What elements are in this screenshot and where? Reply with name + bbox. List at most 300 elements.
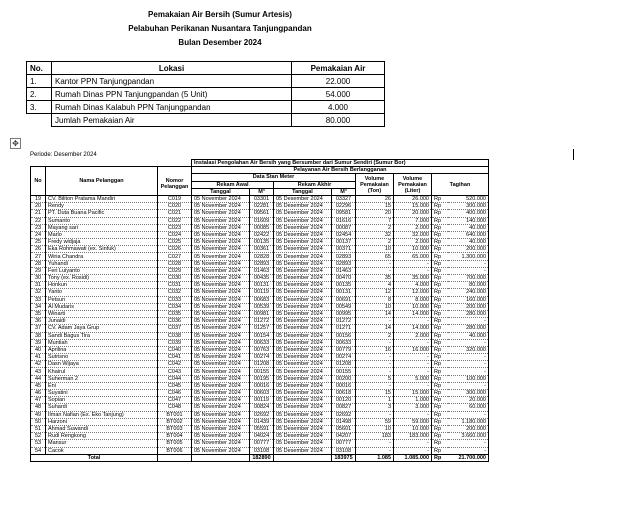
row-m3-akhir: 00777 [332,440,356,447]
summary-total-value: 80.000 [292,114,385,127]
row-volume-ton: 4 [356,282,394,289]
row-name: Mayang sari [46,224,158,231]
row-m3-awal: 01257 [250,325,274,332]
row-m3-akhir: 00618 [332,390,356,397]
row-m3-awal: 09561 [250,210,274,217]
row-date-awal: 05 November 2024 [192,224,250,231]
row-no: 47 [31,397,46,404]
row-date-awal: 05 November 2024 [192,239,250,246]
row-volume-liter: 10.000 [394,425,432,432]
row-currency: Rp [432,361,448,368]
row-bill: - [448,354,489,361]
row-name: Fredy widjaja [46,239,158,246]
row-number: BT005 [158,440,192,447]
row-date-akhir: 05 Desember 2024 [274,404,332,411]
row-volume-liter: 20.000 [394,210,432,217]
summary-row-location: Rumah Dinas Kalabuh PPN Tanjungpandan [52,101,292,114]
row-date-akhir: 05 Desember 2024 [274,418,332,425]
row-bill: 1.180.000 [448,418,489,425]
row-bill: - [448,339,489,346]
row-no: 28 [31,260,46,267]
row-date-awal: 05 November 2024 [192,231,250,238]
table-row [31,282,489,289]
row-date-akhir: 05 Desember 2024 [274,195,332,202]
row-date-akhir: 05 Desember 2024 [274,260,332,267]
row-bill: - [448,440,489,447]
row-m3-akhir: 00200 [332,375,356,382]
row-m3-awal: 02893 [250,260,274,267]
row-m3-awal: 02281 [250,203,274,210]
row-number: C024 [158,231,192,238]
row-name: Sumanto [46,217,158,224]
row-date-awal: 05 November 2024 [192,289,250,296]
row-date-akhir: 05 Desember 2024 [274,267,332,274]
row-volume-ton: 35 [356,275,394,282]
row-date-akhir: 05 Desember 2024 [274,224,332,231]
row-date-awal: 05 November 2024 [192,210,250,217]
row-currency: Rp [432,368,448,375]
row-date-akhir: 05 Desember 2024 [274,447,332,454]
row-number: C035 [158,310,192,317]
row-currency: Rp [432,282,448,289]
row-no: 45 [31,382,46,389]
row-m3-akhir: 00131 [332,289,356,296]
row-volume-liter: - [394,361,432,368]
row-m3-akhir: 00156 [332,332,356,339]
table-row [31,390,489,397]
row-m3-awal: 03108 [250,447,274,454]
header-spacer [158,160,192,167]
row-no: 37 [31,325,46,332]
row-volume-liter: - [394,260,432,267]
row-no: 36 [31,318,46,325]
row-number: C031 [158,282,192,289]
row-currency: Rp [432,418,448,425]
total-spacer [158,454,192,461]
row-m3-akhir: 03108 [332,447,356,454]
row-number: C048 [158,404,192,411]
row-number: C033 [158,296,192,303]
row-m3-awal: 00539 [250,303,274,310]
row-number: C047 [158,397,192,404]
row-bill: 160.000 [448,296,489,303]
row-date-awal: 05 November 2024 [192,368,250,375]
summary-row-no: 3. [27,101,52,114]
row-no: 38 [31,332,46,339]
summary-total-label: Jumlah Pemakaian Air [52,114,292,127]
row-volume-liter: 3.000 [394,404,432,411]
row-date-awal: 05 November 2024 [192,310,250,317]
row-bill: 80.000 [448,282,489,289]
row-m3-awal: 00981 [250,310,274,317]
summary-row-no: 1. [27,75,52,88]
row-name: CV. Biliton Pratama Mandiri [46,195,158,202]
row-volume-liter: 7.000 [394,217,432,224]
row-date-akhir: 05 Desember 2024 [274,440,332,447]
row-number: C038 [158,332,192,339]
row-volume-liter: 183.000 [394,433,432,440]
row-no: 29 [31,267,46,274]
row-volume-liter: 5.000 [394,375,432,382]
row-bill: 320.000 [448,346,489,353]
row-no: 27 [31,253,46,260]
table-row [31,411,489,418]
row-volume-liter: 26.000 [394,195,432,202]
row-no: 53 [31,440,46,447]
table-row [31,260,489,267]
row-currency: Rp [432,296,448,303]
table-row [31,375,489,382]
row-m3-akhir: 00995 [332,310,356,317]
row-bill: 40.000 [448,332,489,339]
row-date-akhir: 05 Desember 2024 [274,210,332,217]
row-number: BT004 [158,433,192,440]
row-volume-liter: 10.000 [394,246,432,253]
row-date-awal: 05 November 2024 [192,282,250,289]
table-move-handle-icon[interactable]: ✥ [10,138,21,149]
row-no: 44 [31,375,46,382]
row-no: 26 [31,246,46,253]
row-name: Yuhandi [46,260,158,267]
row-date-awal: 05 November 2024 [192,253,250,260]
row-date-akhir: 05 Desember 2024 [274,275,332,282]
row-name: Ahmad Suwandi [46,425,158,432]
row-bill: 300.000 [448,203,489,210]
row-m3-akhir: 01463 [332,267,356,274]
row-number: C040 [158,346,192,353]
row-currency: Rp [432,203,448,210]
table-row [31,382,489,389]
row-m3-akhir: 00633 [332,339,356,346]
table-row [31,418,489,425]
row-volume-ton: - [356,339,394,346]
text-cursor [573,149,574,160]
row-name: CV. Adam Jaya Grup [46,325,158,332]
row-m3-awal: 00435 [250,275,274,282]
row-name: Honkun [46,282,158,289]
row-volume-ton: 10 [356,303,394,310]
row-bill: 200.000 [448,303,489,310]
row-currency: Rp [432,224,448,231]
row-m3-awal: 00154 [250,332,274,339]
col-tanggal-akhir: Tanggal [274,188,332,195]
row-currency: Rp [432,346,448,353]
row-m3-awal: 02828 [250,253,274,260]
row-m3-awal: 00274 [250,354,274,361]
row-date-akhir: 05 Desember 2024 [274,390,332,397]
row-bill: - [448,318,489,325]
total-label: Total [31,454,158,461]
row-bill: - [448,382,489,389]
row-m3-awal: 00155 [250,368,274,375]
row-volume-liter: 2.000 [394,332,432,339]
row-no: 51 [31,425,46,432]
col-name: Nama Pelanggan [46,167,158,196]
row-volume-liter: - [394,318,432,325]
row-volume-ton: 7 [356,217,394,224]
table-row [31,361,489,368]
row-volume-ton: 183 [356,433,394,440]
row-date-akhir: 05 Desember 2024 [274,354,332,361]
row-volume-liter: 8.000 [394,296,432,303]
table-row [31,397,489,404]
row-currency: Rp [432,231,448,238]
row-date-akhir: 05 Desember 2024 [274,203,332,210]
row-bill: - [448,368,489,375]
row-bill: 700.000 [448,275,489,282]
col-m3-awal: M³ [250,188,274,195]
row-date-awal: 05 November 2024 [192,440,250,447]
table-row [31,310,489,317]
row-date-awal: 05 November 2024 [192,275,250,282]
row-currency: Rp [432,195,448,202]
table-row [31,253,489,260]
row-currency: Rp [432,325,448,332]
row-no: 52 [31,433,46,440]
row-volume-liter: - [394,411,432,418]
customer-table [30,159,489,462]
row-m3-akhir: 00135 [332,282,356,289]
row-m3-akhir: 03327 [332,195,356,202]
row-number: C036 [158,318,192,325]
table-row [31,224,489,231]
row-name: Junaidi [46,318,158,325]
row-m3-awal: 02422 [250,231,274,238]
report-subtitle: Pelabuhan Perikanan Nusantara Tanjungpandan [128,24,312,33]
row-no: 24 [31,231,46,238]
row-volume-liter: 14.000 [394,325,432,332]
report-header [0,8,440,50]
table-row [31,289,489,296]
period-label: Periode: Desember 2024 [30,152,97,158]
row-volume-ton: 12 [356,289,394,296]
row-m3-akhir: 00371 [332,246,356,253]
row-m3-awal: 00119 [250,289,274,296]
row-bill: - [448,361,489,368]
row-bill: - [448,411,489,418]
row-volume-ton: - [356,260,394,267]
row-bill: 280.000 [448,310,489,317]
row-name: Tony (ex. Rosidi) [46,275,158,282]
row-currency: Rp [432,433,448,440]
row-date-awal: 05 November 2024 [192,318,250,325]
row-volume-ton: 16 [356,346,394,353]
row-volume-liter: 2.000 [394,224,432,231]
table-title: Instalasi Pengolahan Air Bersih yang Bersumber dari Sumur Sendiri (Sumur Bor) [192,160,489,167]
row-date-awal: 05 November 2024 [192,433,250,440]
row-name: Rendy [46,203,158,210]
total-currency: Rp [432,454,448,461]
row-m3-awal: 00085 [250,224,274,231]
row-date-awal: 05 November 2024 [192,390,250,397]
total-spacer [274,454,332,461]
row-bill: 640.000 [448,231,489,238]
row-m3-akhir: 05601 [332,425,356,432]
row-bill: - [448,447,489,454]
row-m3-awal: 00131 [250,282,274,289]
col-m3-akhir: M³ [332,188,356,195]
row-date-awal: 05 November 2024 [192,195,250,202]
row-date-awal: 05 November 2024 [192,361,250,368]
row-no: 39 [31,339,46,346]
row-currency: Rp [432,390,448,397]
row-number: C045 [158,382,192,389]
row-date-awal: 05 November 2024 [192,397,250,404]
row-currency: Rp [432,332,448,339]
row-date-akhir: 05 Desember 2024 [274,296,332,303]
row-date-awal: 05 November 2024 [192,346,250,353]
row-volume-ton: - [356,382,394,389]
row-currency: Rp [432,267,448,274]
row-volume-ton: 2 [356,239,394,246]
row-m3-akhir: 01271 [332,325,356,332]
summary-row-usage: 4.000 [292,101,385,114]
row-name: Eka Rohmawati (ex. Sinfuk) [46,246,158,253]
row-m3-awal: 01463 [250,267,274,274]
total-spacer [192,454,250,461]
row-no: 25 [31,239,46,246]
row-volume-ton: 2 [356,332,394,339]
row-date-akhir: 05 Desember 2024 [274,361,332,368]
row-name: Muntiah [46,339,158,346]
table-row [31,231,489,238]
summary-row-no: 2. [27,88,52,101]
col-volume-liter: Volume Pemakaian (Liter) [394,174,432,196]
row-number: C028 [158,260,192,267]
row-currency: Rp [432,260,448,267]
row-bill: 40.000 [448,239,489,246]
summary-row-location: Rumah Dinas PPN Tanjungpandan (5 Unit) [52,88,292,101]
row-date-akhir: 05 Desember 2024 [274,289,332,296]
row-name: Eni [46,382,158,389]
row-volume-liter: 12.000 [394,289,432,296]
row-volume-liter: 65.000 [394,253,432,260]
table-row [31,440,489,447]
row-m3-awal: 00016 [250,382,274,389]
row-number: BT002 [158,418,192,425]
row-number: C020 [158,203,192,210]
row-name: Dasn Wijaya [46,361,158,368]
row-m3-awal: 00633 [250,339,274,346]
row-no: 19 [31,195,46,202]
row-volume-liter: - [394,382,432,389]
row-name: Wiria Chandra [46,253,158,260]
row-m3-akhir: 00691 [332,296,356,303]
row-currency: Rp [432,339,448,346]
row-currency: Rp [432,318,448,325]
row-m3-awal: 00824 [250,404,274,411]
row-m3-akhir: 09581 [332,210,356,217]
row-m3-akhir: 00016 [332,382,356,389]
table-row [31,447,489,454]
row-m3-akhir: 02454 [332,231,356,238]
row-no: 40 [31,346,46,353]
row-bill: - [448,260,489,267]
header-spacer [46,160,158,167]
row-date-akhir: 05 Desember 2024 [274,310,332,317]
total-volume-ton: 1.085 [356,454,394,461]
table-row [31,296,489,303]
summary-total-spacer [27,114,52,127]
row-name: Sutrisno [46,354,158,361]
table-row [31,203,489,210]
row-date-awal: 05 November 2024 [192,411,250,418]
row-bill: 3.660.000 [448,433,489,440]
col-no: No [31,167,46,196]
row-no: 50 [31,418,46,425]
row-volume-ton: 14 [356,325,394,332]
row-volume-ton: - [356,318,394,325]
row-name: Al Mudaris [46,303,158,310]
row-bill: - [448,267,489,274]
row-number: C030 [158,275,192,282]
row-no: 54 [31,447,46,454]
row-bill: 60.000 [448,404,489,411]
row-date-akhir: 05 Desember 2024 [274,253,332,260]
row-m3-awal: 01272 [250,318,274,325]
row-currency: Rp [432,275,448,282]
row-no: 46 [31,390,46,397]
row-bill: 240.000 [448,289,489,296]
row-currency: Rp [432,246,448,253]
table-row [31,210,489,217]
row-currency: Rp [432,310,448,317]
row-currency: Rp [432,354,448,361]
row-volume-liter: 4.000 [394,282,432,289]
col-tanggal-awal: Tanggal [192,188,250,195]
summary-col-no: No. [27,62,52,75]
row-volume-ton: 65 [356,253,394,260]
row-date-awal: 05 November 2024 [192,246,250,253]
row-date-awal: 05 November 2024 [192,418,250,425]
summary-col-usage: Pemakaian Air [292,62,385,75]
row-date-awal: 05 November 2024 [192,217,250,224]
row-m3-akhir: 00470 [332,275,356,282]
row-date-akhir: 05 Desember 2024 [274,382,332,389]
row-no: 41 [31,354,46,361]
row-m3-awal: 00119 [250,397,274,404]
row-m3-awal: 02692 [250,411,274,418]
table-row [31,267,489,274]
summary-row [27,75,385,88]
row-bill: 520.000 [448,195,489,202]
row-m3-awal: 01208 [250,361,274,368]
row-bill: 140.000 [448,217,489,224]
row-currency: Rp [432,404,448,411]
row-date-awal: 05 November 2024 [192,260,250,267]
row-volume-liter: 16.000 [394,346,432,353]
table-row [31,303,489,310]
row-bill: 40.000 [448,224,489,231]
table-row [31,433,489,440]
row-name: Suhardi [46,404,158,411]
row-number: C042 [158,361,192,368]
row-no: 43 [31,368,46,375]
row-date-akhir: 05 Desember 2024 [274,433,332,440]
row-name: Harzoni [46,418,158,425]
col-meter: Data Stan Meter [192,174,356,181]
row-date-awal: 05 November 2024 [192,382,250,389]
row-currency: Rp [432,382,448,389]
row-date-awal: 05 November 2024 [192,404,250,411]
row-currency: Rp [432,440,448,447]
row-number: C021 [158,210,192,217]
row-volume-liter: - [394,440,432,447]
row-volume-liter: 2.000 [394,239,432,246]
row-volume-ton: 3 [356,404,394,411]
row-m3-akhir: 01498 [332,418,356,425]
row-m3-akhir: 02893 [332,253,356,260]
